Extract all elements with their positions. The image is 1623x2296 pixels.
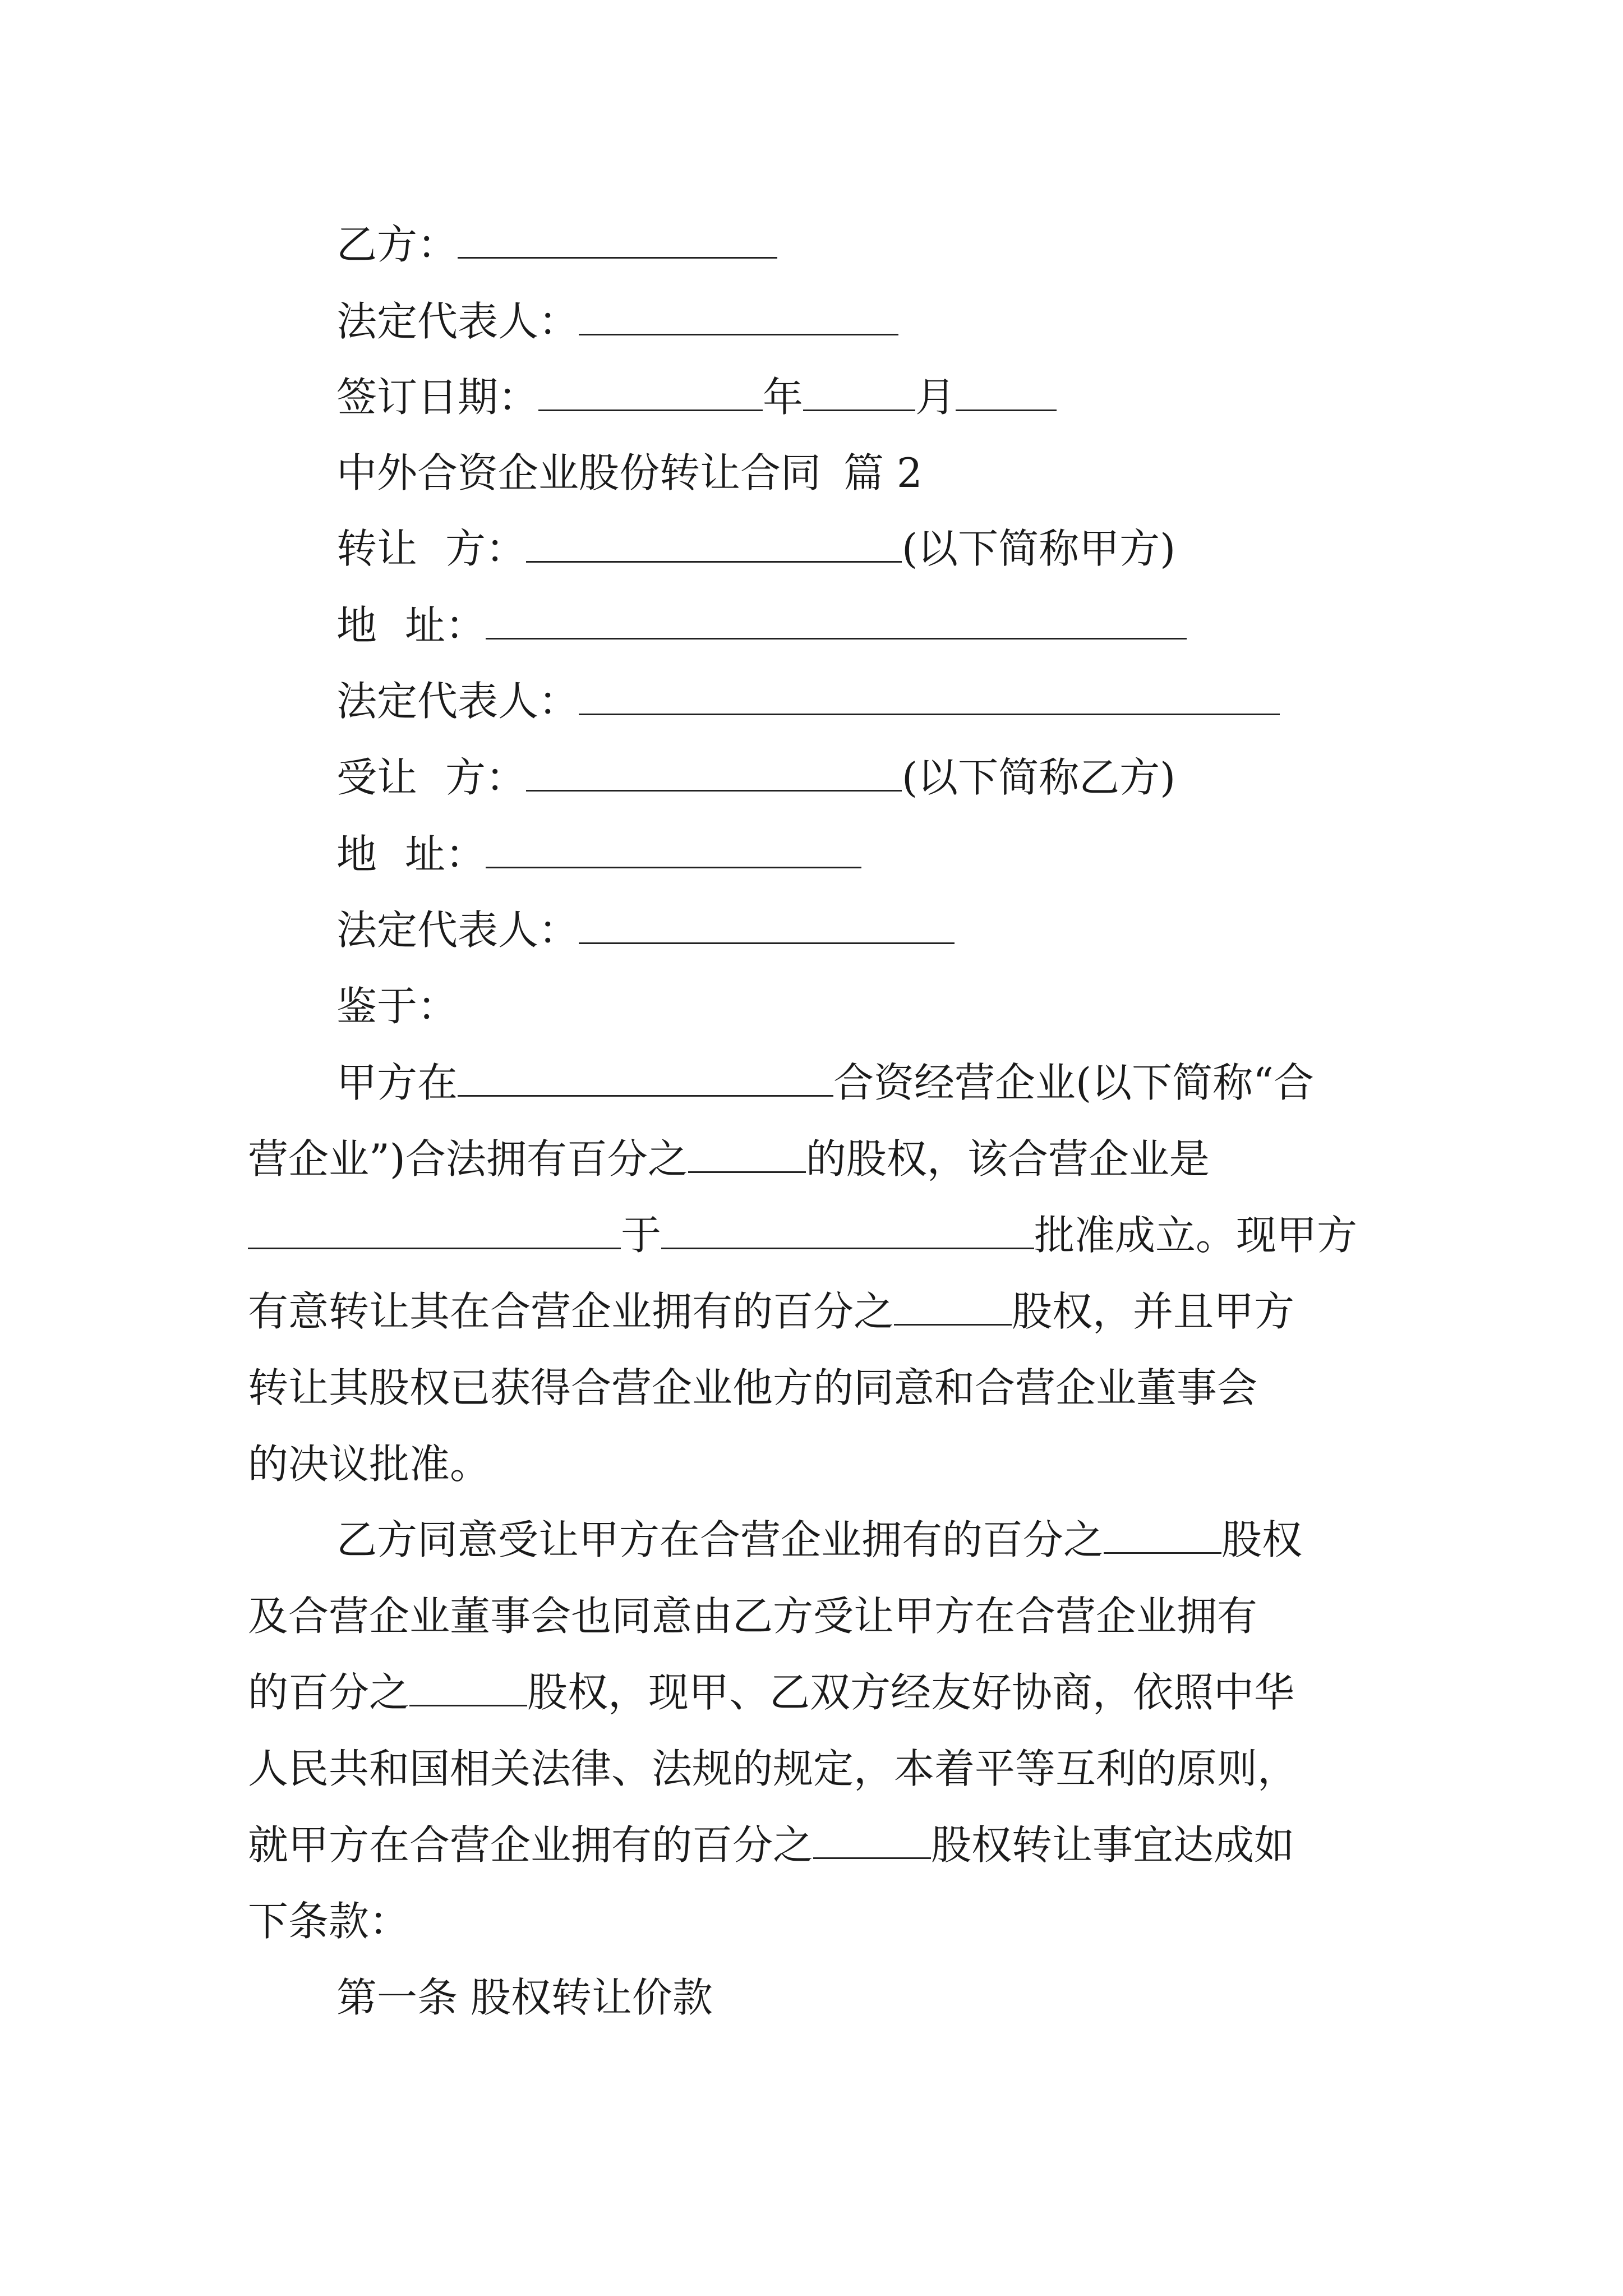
transferee-label-part2: 方：: [445, 754, 527, 801]
whereas-text: 就甲方在合营企业拥有的百分之: [248, 1821, 814, 1869]
jv-name-blank[interactable]: [458, 1061, 833, 1097]
transferor-blank[interactable]: [526, 527, 902, 563]
sign-date-label: 签订日期：: [336, 374, 539, 421]
transferee-rep-label: 法定代表人：: [336, 907, 579, 954]
transferor-rep-label: 法定代表人：: [336, 678, 579, 725]
transferee-address-blank[interactable]: [486, 833, 861, 868]
article1-title-line: [336, 1971, 713, 2024]
transferor-line: [336, 522, 1175, 576]
section-title-line: [336, 446, 923, 500]
party-b-blank[interactable]: [458, 223, 777, 259]
whereas-text: 批准成立。现甲方: [1034, 1212, 1358, 1259]
party-b-rep-blank[interactable]: [579, 300, 898, 335]
section-part-label: 篇 2: [843, 449, 923, 496]
whereas-p2-line6: [248, 1894, 409, 1948]
whereas-text: 于: [621, 1212, 662, 1259]
address-label-part2: 址：: [405, 831, 486, 878]
whereas-text: 的决议批准。: [248, 1441, 491, 1488]
address-label-part2: 址：: [405, 602, 486, 649]
party-b-rep-line: [336, 295, 898, 348]
party-b-line: [336, 218, 777, 272]
whereas-p2-line4: [248, 1742, 1298, 1796]
transferee-address-line: [336, 827, 861, 881]
transferee-rep-blank[interactable]: [579, 909, 955, 944]
whereas-text: 转让其股权已获得合营企业他方的同意和合营企业董事会: [248, 1364, 1258, 1411]
whereas-p1-line6: [248, 1437, 490, 1491]
whereas-text: 有意转让其在合营企业拥有的百分之: [248, 1288, 895, 1335]
whereas-p2-line1: [336, 1513, 1302, 1567]
percent-blank[interactable]: [1104, 1519, 1221, 1554]
approval-date-blank[interactable]: [661, 1214, 1034, 1249]
whereas-text: 股权: [1221, 1516, 1303, 1563]
percent-blank[interactable]: [813, 1824, 931, 1859]
party-b-label: 乙方：: [336, 221, 458, 268]
sign-date-line: [336, 370, 1057, 424]
whereas-p2-line3: [248, 1665, 1294, 1719]
address-label-part1: 地: [336, 831, 377, 878]
whereas-p1-line5: [248, 1361, 1257, 1415]
percent-blank[interactable]: [894, 1290, 1012, 1326]
transferor-rep-line: [336, 674, 1280, 728]
party-b-rep-label: 法定代表人：: [336, 298, 579, 345]
whereas-text: 乙方同意受让甲方在合营企业拥有的百分之: [336, 1516, 1104, 1563]
transferor-label-part2: 方：: [445, 525, 527, 572]
whereas-text: 营企业”)合法拥有百分之: [248, 1135, 688, 1182]
whereas-p1-line3: [248, 1208, 1357, 1262]
whereas-p1-line2: [248, 1132, 1210, 1186]
year-blank[interactable]: [538, 376, 763, 411]
transferee-line: [336, 751, 1175, 804]
whereas-text: 合资经营企业(以下简称“合: [833, 1059, 1314, 1106]
whereas-label-line: [336, 979, 458, 1033]
whereas-text: 下条款：: [248, 1898, 410, 1945]
whereas-text: 股权转让事宜达成如: [931, 1821, 1295, 1869]
transferor-address-blank[interactable]: [486, 604, 1187, 639]
year-label: 年: [763, 374, 804, 421]
transferee-label-part1: 受让: [336, 754, 418, 801]
whereas-text: 的股权，该合营企业是: [805, 1135, 1210, 1182]
whereas-text: 甲方在: [336, 1059, 458, 1106]
transferee-blank[interactable]: [526, 756, 902, 792]
percent-blank[interactable]: [688, 1138, 806, 1173]
whereas-text: 股权，现甲、乙双方经友好协商，依照中华: [527, 1669, 1295, 1716]
day-blank[interactable]: [956, 376, 1057, 411]
transferor-address-line: [336, 599, 1187, 652]
transferee-note: (以下简称乙方): [902, 754, 1176, 801]
whereas-p2-line5: [248, 1818, 1294, 1872]
whereas-text: 人民共和国相关法律、法规的规定，本着平等互利的原则，: [248, 1745, 1298, 1792]
section-title: 中外合资企业股份转让合同: [336, 449, 822, 496]
address-label-part1: 地: [336, 602, 377, 649]
month-blank[interactable]: [803, 376, 915, 411]
whereas-text: 股权，并且甲方: [1012, 1288, 1295, 1335]
transferor-rep-blank[interactable]: [579, 680, 1280, 715]
whereas-p1-line4: [248, 1285, 1294, 1338]
whereas-p1-line1: [336, 1056, 1314, 1110]
transferee-rep-line: [336, 903, 955, 957]
month-label: 月: [915, 374, 956, 421]
whereas-text: 的百分之: [248, 1669, 410, 1716]
article1-title: 第一条 股权转让价款: [336, 1974, 713, 2021]
whereas-text: 及合营企业董事会也同意由乙方受让甲方在合营企业拥有: [248, 1593, 1258, 1640]
approval-authority-blank[interactable]: [248, 1214, 621, 1249]
transferor-label-part1: 转让: [336, 525, 418, 572]
whereas-p2-line2: [248, 1589, 1257, 1643]
percent-blank[interactable]: [409, 1671, 527, 1706]
transferor-note: (以下简称甲方): [902, 525, 1176, 572]
whereas-label: 鉴于：: [336, 983, 458, 1030]
